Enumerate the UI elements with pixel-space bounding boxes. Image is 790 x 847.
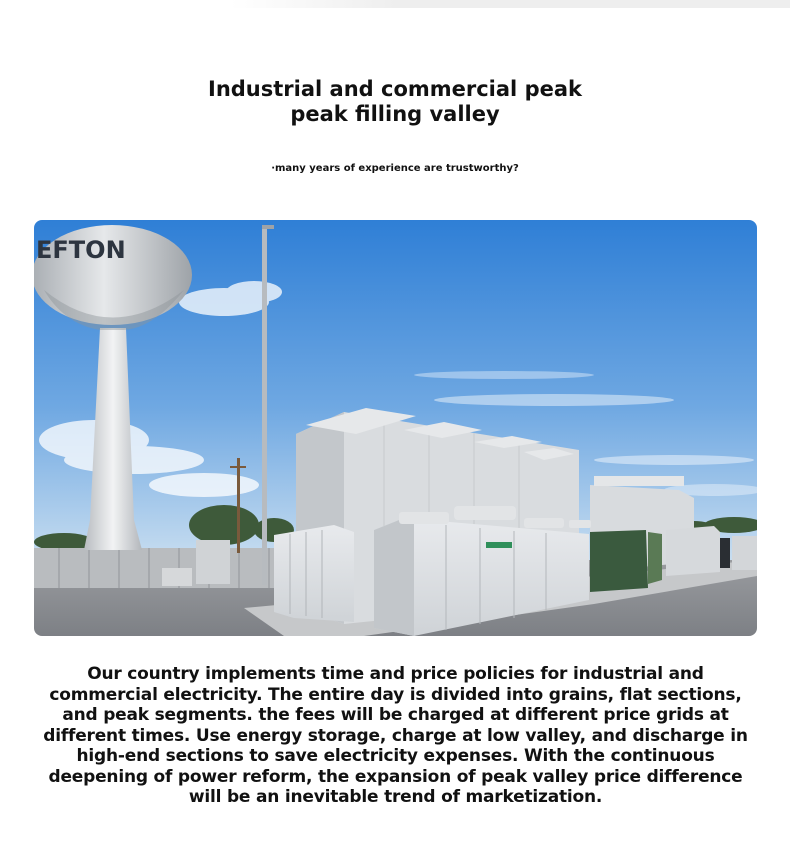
top-fade-bar — [230, 0, 790, 8]
description-paragraph: Our country implements time and price policies for industrial and commercial electricity. The entire day is divided into grains, flat sections, and peak segments. the fees will be charged at different price grids at different times. Use energy storage, charge at low valley, and discharge in high-end sections to save electricity expenses. With the continuous deepening of power reform, the expansion of peak valley price difference will be an inevitable trend of marketization. — [43, 664, 748, 807]
green-cabinets — [590, 530, 662, 592]
tower-lettering: EFTON — [36, 236, 126, 264]
page-title-line-1: Industrial and commercial peak — [208, 77, 582, 101]
page-title — [150, 77, 640, 127]
hero-photo — [34, 220, 757, 636]
inverter-cabinets-left — [274, 525, 354, 622]
page-subtitle: ·many years of experience are trustworthy? — [271, 163, 519, 174]
page-title-line-2: peak filling valley — [290, 102, 500, 126]
hero-illustration — [34, 220, 757, 636]
